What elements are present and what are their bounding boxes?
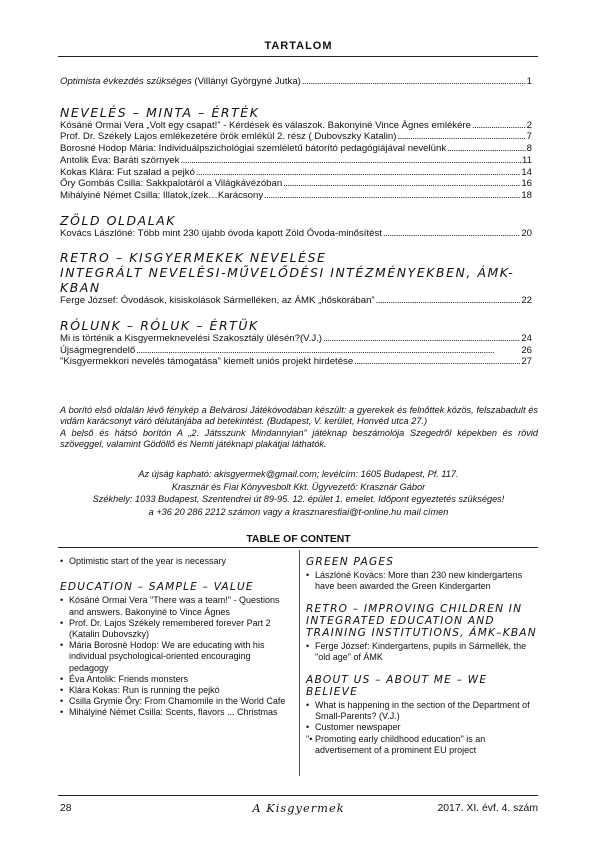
toc-page-number: 22 [521,295,532,307]
toc-entry-text: "Kisgyermekkori nevelés támogatása" kiemelt uniós projekt hirdetése [60,356,354,368]
section-heading: ABOUT US – ABOUT ME – WE BELIEVE [306,673,488,698]
toc-page-number: 2 [526,119,532,131]
list-item[interactable] [306,734,538,756]
section-heading: RETRO – IMPROVING CHILDREN IN INTEGRATED EDUCATION AND TRAINING INSTITUTIONS, ÁMK–KBAN [306,602,537,640]
dot-leader [376,295,521,307]
cover-photo-note [60,405,538,451]
toc-page-number: 16 [521,178,532,190]
contact-line: Az újság kapható: akisgyermek@gmail.com; levélcím: 1605 Budapest, Pf. 117. [138,469,459,479]
contact-line: Székhely: 1033 Budapest, Szentendrei út 89-95. 12. épület 1. emelet. Időpont egyeztetés szükséges! [92,494,505,505]
list-item[interactable] [306,641,538,663]
list-item[interactable] [306,570,538,592]
list-item-text: Ferge József: Kindergartens, pupils in Sármellék, the "old age" of ÁMK [315,641,527,663]
toc-page-number: 1 [526,76,532,87]
toc-page-number: 24 [521,333,532,345]
toc-entry[interactable] [60,120,532,132]
toc-entry[interactable] [60,155,532,167]
toc-entry-text: Kósáné Ormai Vera „Volt egy csapat!” - Kérdések és válaszok. Bakonyiné Vince Ágnes emlékére [60,119,471,131]
toc-entry[interactable] [60,76,532,88]
dot-leader [283,178,520,190]
bullet-icon: • [60,685,64,696]
bullet-icon: • [60,595,64,606]
list-item-text: Prof. Dr. Lajos Székely remembered forever Part 2 (Katalin Dubovszky) [69,617,271,640]
english-toc-divider [58,547,538,548]
contact-info [40,468,557,518]
bullet-icon: • [60,707,64,718]
cover-note-back: A belső és hátsó borítón A „2. Játsszunk Mindannyian” játéknap beszámolója Szegedről képekben és rövid szöveggel, valamint Gödöllő és Nemti játéknapi plakátjai láthatók. [60,427,538,450]
toc-page-number: 14 [521,166,532,178]
issue-info: 2017. XI. évf. 4. szám [437,803,538,814]
list-item-text: Optimistic start of the year is necessary [69,556,227,566]
cover-note-front: A borító első oldalán lévő fénykép a Belvárosi Játékóvodában készült: a gyerekek és felnőttek közös, felszabadult és vidám karácsonyt váró délutánjába ad betekintést. (Budapest, V. kerület, Honvéd utca 27.) [60,405,538,427]
bullet-icon: • [60,617,64,628]
bullet-icon: • [60,640,64,651]
section-heading: NEVELÉS – MINTA – ÉRTÉK [60,104,260,120]
dot-leader [180,155,521,167]
list-item-text: Éva Antolik: Friends monsters [69,673,189,684]
list-item-text: Lászlóné Kovács: More than 230 new kindergartens have been awarded the Green Kindergarten [315,570,523,592]
list-item-text: Customer newspaper [315,722,401,733]
toc-entry-text: Prof. Dr. Székely Lajos emlékezetére örök emlékül 2. rész ( Dubovszky Katalin) [60,131,397,143]
dot-leader [136,345,520,357]
dot-leader [264,190,520,202]
list-item[interactable] [60,685,292,696]
dot-leader [472,120,526,132]
toc-entry[interactable] [60,178,532,190]
toc-entry-text: Antolik Éva: Baráti szörnyek [60,154,180,166]
bullet-icon: "• [306,733,313,744]
column-divider [299,550,300,776]
magazine-name: A Kisgyermek [252,801,345,815]
list-item-text: Csilla Grymie Őry: From Chamomile in the World Cafe [69,696,286,707]
dot-leader [397,131,525,143]
contact-line: Krasznár és Fiai Könyvesbolt Kkt. Ügyvezető: Krasznár Gábor [171,481,426,492]
footer-divider [58,795,538,796]
list-item-text: Promoting early childhood education" is an advertisement of a prominent EU project [315,733,486,755]
list-item-text: Klára Kokas: Run is running the pejkó [69,685,220,696]
bullet-icon: • [306,700,310,711]
list-item-text: Mária Borosné Hodop: We are educating with his individual psychological-oriented encouraging pedagogy [69,640,265,673]
list-item-text: Kósáné Ormai Vera "There was a team!" - Questions and answers. Bakonyiné to Vince Ágnes [69,595,280,617]
list-item[interactable] [60,556,292,567]
toc-entry-text: Őry Gombás Csilla: Sakkpalotáról a Világkávézóban [60,178,283,190]
title-divider [58,56,538,57]
toc-entry-author: (Villányi Györgyné Jutka) [191,76,301,87]
toc-entry[interactable] [60,131,532,143]
list-item[interactable] [60,696,292,707]
dot-leader [323,333,520,345]
toc-entry[interactable] [60,228,532,240]
section-heading: RETRO – KISGYERMEKEK NEVELÉSE [60,250,327,266]
toc-entry[interactable] [60,190,532,202]
list-item[interactable] [306,722,538,733]
list-item[interactable] [60,707,292,718]
section-heading-line2: INTEGRÁLT NEVELÉSI-MŰVELŐDÉSI INTÉZMÉNYEKBEN, ÁMK-KBAN [60,265,515,296]
page-title: TARTALOM [264,40,333,52]
toc-entry-text: Ferge József: Óvodások, kisiskolások Sármelléken, az ÁMK „hőskorában” [60,295,375,307]
toc-page-number: 7 [526,131,532,143]
bullet-icon: • [306,722,310,733]
list-item[interactable] [60,595,292,617]
list-item-text: Mihályiné Német Csilla: Scents, flavors ... Christmas [69,707,278,718]
section-heading: ZÖLD OLDALAK [60,212,177,228]
bullet-icon: • [306,570,310,581]
dot-leader [447,143,526,155]
page-number: 28 [60,803,72,814]
section-heading: RÓLUNK – RÓLUK – ÉRTÜK [60,318,259,334]
toc-entry[interactable] [60,143,532,155]
contact-line: a +36 20 286 2212 számon vagy a krasznaresfiai@t-online.hu mail címen [148,506,449,517]
hungarian-toc [60,76,532,368]
toc-page-number: 20 [521,227,532,239]
toc-entry[interactable] [60,356,532,368]
english-toc-right-column [306,556,538,756]
toc-page-number: 26 [521,344,532,356]
bullet-icon: • [60,673,64,684]
toc-entry-text: Borosné Hodop Mária: Individuálpszichológiai szemléletű bátorító pedagógiájával nevelünk [60,143,447,155]
toc-entry[interactable] [60,345,532,357]
toc-entry[interactable] [60,333,532,345]
toc-entry-text: Újságmegrendelő [60,344,136,356]
toc-entry[interactable] [60,295,532,307]
section-heading: GREEN PAGES [306,556,395,568]
list-item-text: What is happening in the section of the Department of Small-Parents? (V.J.) [315,700,530,722]
list-item[interactable] [306,700,538,722]
toc-entry-text: Kokas Klára: Fut szalad a pejkó [60,166,195,178]
bullet-icon: • [306,641,310,652]
dot-leader [383,228,520,240]
english-toc-title: TABLE OF CONTENT [246,534,351,545]
bullet-icon: • [60,696,64,707]
toc-page-number: 11 [522,154,532,166]
list-item[interactable] [60,640,292,674]
dot-leader [196,167,520,179]
toc-entry-text: Kovács Lászlóné: Több mint 230 újabb óvoda kapott Zöld Óvoda-minősítést [60,227,382,239]
toc-page-number: 8 [526,143,532,155]
english-toc-left-column [60,556,292,719]
dot-leader [302,76,526,88]
toc-entry-title: Optimista évkezdés szükséges [60,76,192,87]
list-item[interactable] [60,618,292,640]
dot-leader [354,356,520,368]
list-item[interactable] [60,674,292,685]
section-heading: EDUCATION – SAMPLE – VALUE [60,581,254,594]
toc-page-number: 27 [521,356,532,368]
toc-entry-text: Mihályiné Német Csilla: Illatok,ízek…Karácsony [60,189,264,201]
toc-entry-text: Mi is történik a Kisgyermeknevelési Szakosztály ülésén?(V.J.) [60,333,322,345]
bullet-icon: • [60,556,64,566]
toc-entry[interactable] [60,167,532,179]
toc-page-number: 18 [521,189,532,201]
